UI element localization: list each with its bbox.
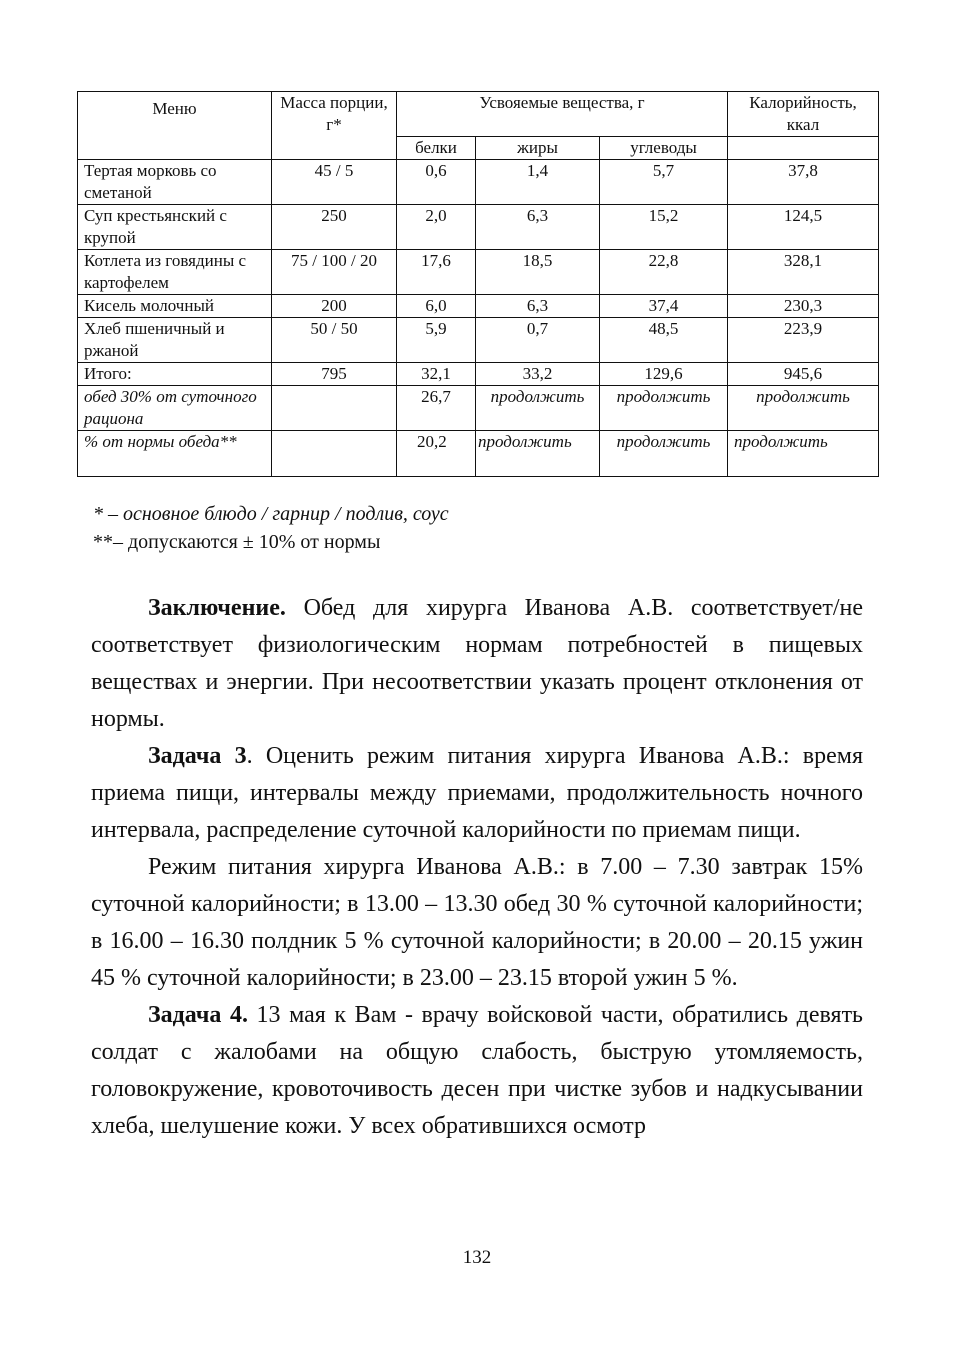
norm-label: обед 30% от суточного рациона — [78, 386, 272, 431]
norm-proteins: 26,7 — [397, 386, 476, 431]
header-mass: Масса порции, г* — [272, 92, 397, 160]
header-menu: Меню — [78, 92, 272, 160]
table-norm-row — [78, 386, 879, 431]
row-mass: 50 / 50 — [272, 318, 397, 363]
table-header-row — [78, 92, 879, 137]
table-footnotes — [93, 500, 449, 556]
row-carbs: 48,5 — [600, 318, 728, 363]
header-carbs: углеводы — [600, 137, 728, 160]
row-name: Кисель молочный — [78, 295, 272, 318]
table-row — [78, 318, 879, 363]
footnote-tolerance: **– допускаются ± 10% от нормы — [93, 531, 381, 553]
total-proteins: 32,1 — [397, 363, 476, 386]
table-row — [78, 160, 879, 205]
table-row — [78, 205, 879, 250]
task3-heading: Задача 3 — [148, 743, 247, 769]
row-proteins: 5,9 — [397, 318, 476, 363]
row-kcal: 230,3 — [728, 295, 879, 318]
row-mass: 250 — [272, 205, 397, 250]
header-proteins: белки — [397, 137, 476, 160]
row-fats: 1,4 — [476, 160, 600, 205]
total-carbs: 129,6 — [600, 363, 728, 386]
task4-text: 13 мая к Вам - врачу войсковой части, обратились девять солдат с жалобами на общую слабость, быструю утомляемость, головокружение, кровоточивость десен при чистке зубов и надкусывании хлеба, шелушение кожи. У всех обратившихся осмотр — [91, 1002, 863, 1139]
norm-mass — [272, 386, 397, 431]
row-proteins: 6,0 — [397, 295, 476, 318]
percent-proteins: 20,2 — [397, 431, 476, 477]
row-fats: 18,5 — [476, 250, 600, 295]
task3-paragraph — [91, 738, 863, 849]
task4-paragraph — [91, 997, 863, 1145]
header-nutrients: Усвояемые вещества, г — [397, 92, 728, 137]
schedule-text: Режим питания хирурга Иванова А.В.: в 7.00 – 7.30 завтрак 15% суточной калорийности; в 13.00 – 13.30 обед 30 % суточной калорийности; в 16.00 – 16.30 полдник 5 % суточной калорийности; в 20.00 – 20.15 ужин 45 % суточной калорийности; в 23.00 – 23.15 второй ужин 5 %. — [91, 854, 863, 991]
header-fats: жиры — [476, 137, 600, 160]
total-label: Итого: — [78, 363, 272, 386]
body-text — [91, 590, 863, 1145]
row-mass: 200 — [272, 295, 397, 318]
row-carbs: 15,2 — [600, 205, 728, 250]
percent-carbs: продолжить — [600, 431, 728, 477]
schedule-paragraph — [91, 849, 863, 997]
row-fats: 0,7 — [476, 318, 600, 363]
header-calories-empty — [728, 137, 879, 160]
task3-text: . Оценить режим питания хирурга Иванова А.В.: время приема пищи, интервалы между приемами, продолжительность ночного интервала, распределение суточной калорийности по приемам пищи. — [91, 743, 863, 843]
row-fats: 6,3 — [476, 295, 600, 318]
row-fats: 6,3 — [476, 205, 600, 250]
total-fats: 33,2 — [476, 363, 600, 386]
norm-kcal: продолжить — [728, 386, 879, 431]
footnote-dish: * – основное блюдо / гарнир / подлив, соус — [93, 503, 449, 525]
header-calories: Калорийность, ккал — [728, 92, 879, 137]
percent-kcal: продолжить — [728, 431, 879, 477]
row-name: Тертая морковь со сметаной — [78, 160, 272, 205]
row-proteins: 17,6 — [397, 250, 476, 295]
norm-fats: продолжить — [476, 386, 600, 431]
table-total-row — [78, 363, 879, 386]
nutrition-table — [77, 91, 879, 477]
row-name: Котлета из говядины с картофелем — [78, 250, 272, 295]
table-row — [78, 295, 879, 318]
norm-carbs: продолжить — [600, 386, 728, 431]
row-name: Хлеб пшеничный и ржаной — [78, 318, 272, 363]
conclusion-heading: Заключение. — [148, 595, 286, 621]
row-kcal: 124,5 — [728, 205, 879, 250]
total-kcal: 945,6 — [728, 363, 879, 386]
percent-mass — [272, 431, 397, 477]
total-mass: 795 — [272, 363, 397, 386]
page-number: 132 — [462, 1247, 492, 1268]
row-mass: 45 / 5 — [272, 160, 397, 205]
row-carbs: 22,8 — [600, 250, 728, 295]
row-kcal: 328,1 — [728, 250, 879, 295]
row-proteins: 0,6 — [397, 160, 476, 205]
row-kcal: 223,9 — [728, 318, 879, 363]
row-kcal: 37,8 — [728, 160, 879, 205]
percent-fats: продолжить — [476, 431, 600, 477]
table-percent-row — [78, 431, 879, 477]
row-name: Суп крестьянский с крупой — [78, 205, 272, 250]
conclusion-paragraph — [91, 590, 863, 738]
task4-heading: Задача 4. — [148, 1002, 248, 1028]
row-carbs: 37,4 — [600, 295, 728, 318]
percent-label: % от нормы обеда** — [78, 431, 272, 477]
conclusion-text: Обед для хирурга Иванова А.В. соответствует/не соответствует физиологическим нормам потребностей в пищевых веществах и энергии. При несоответствии указать процент отклонения от нормы. — [91, 595, 863, 732]
row-proteins: 2,0 — [397, 205, 476, 250]
row-mass: 75 / 100 / 20 — [272, 250, 397, 295]
row-carbs: 5,7 — [600, 160, 728, 205]
table-row — [78, 250, 879, 295]
